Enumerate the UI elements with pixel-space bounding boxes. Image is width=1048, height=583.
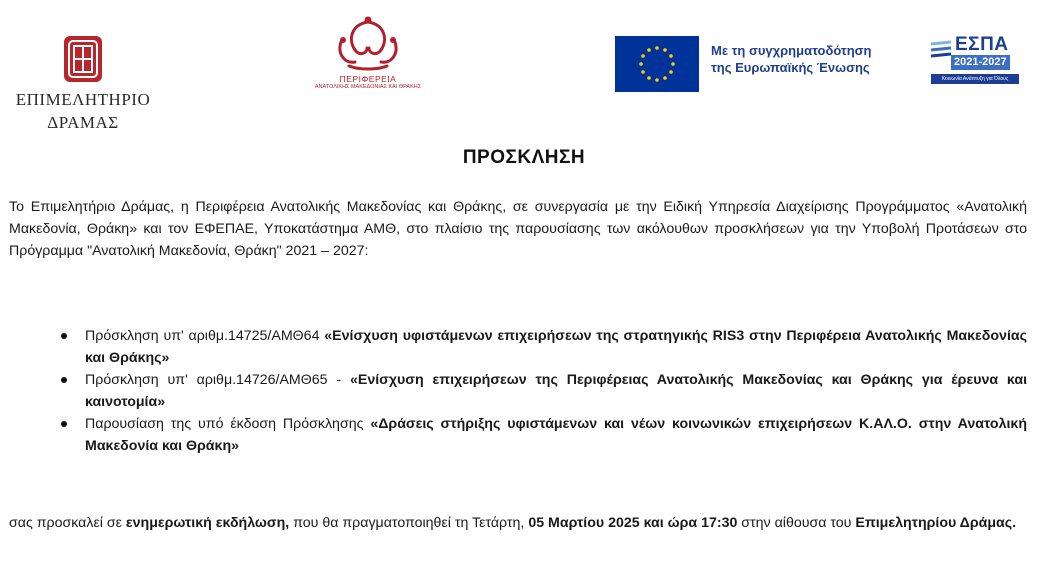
bullet-icon — [61, 377, 67, 383]
bullet-text: Παρουσίαση της υπό έκδοση Πρόσκλησης — [85, 416, 371, 432]
logo-header — [0, 0, 1048, 135]
espa-tagline: Κοινωνία Ανάπτυξη για Όλους — [931, 74, 1019, 84]
event-datetime: 05 Μαρτίου 2025 και ώρα 17:30 — [528, 515, 738, 531]
bullet-text: Πρόσκληση υπ' αριθμ.14725/ΑΜΘ64 — [85, 328, 325, 344]
eu-text-line1: Με τη συγχρηματοδότηση — [711, 43, 872, 58]
espa-word: ΕΣΠΑ — [955, 34, 1009, 55]
espa-logo-icon — [929, 38, 953, 62]
closing-paragraph — [9, 512, 1027, 534]
bullet-icon — [61, 333, 67, 339]
chamber-crest-icon — [54, 34, 112, 86]
list-item — [60, 369, 1027, 413]
bullet-title: «Ενίσχυση επιχειρήσεων της Περιφέρειας Ανατολικής Μακεδονίας και Θράκης για έρευνα και καινοτομία» — [85, 372, 1028, 410]
region-logo — [283, 14, 453, 91]
chamber-logo — [8, 34, 158, 132]
event-type: ενημερωτική εκδήλωση, — [125, 515, 290, 531]
bullet-title: «Δράσεις στήριξης υφιστάμενων και νέων κοινωνικών επιχειρήσεων Κ.ΑΛ.Ο. στην Ανατολική Μακεδονία και Θράκη» — [85, 416, 1028, 454]
list-item — [60, 325, 1027, 369]
eu-flag-icon — [615, 36, 699, 92]
espa-years: 2021-2027 — [951, 55, 1010, 70]
region-ornament-icon — [323, 14, 413, 74]
eu-cofunding-text — [711, 42, 923, 76]
intro-paragraph: Το Επιμελητήριο Δράμας, η Περιφέρεια Ανατολικής Μακεδονίας και Θράκης, σε συνεργασία με την Ειδική Υπηρεσία Διαχείρισης Προγράμματος «Ανατολική Μακεδονία, Θράκη» και τον ΕΦΕΠΑΕ, Υποκατάστημα ΑΜΘ, στο πλαίσιο της παρουσίασης των ακόλουθων προσκλήσεων για την Υποβολή Προτάσεων στο Πρόγραμμα "Ανατολική Μακεδονία, Θράκη" 2021 – 2027: — [9, 199, 1027, 259]
list-item — [60, 413, 1027, 457]
espa-logo — [929, 34, 1021, 94]
closing-text-2: που θα πραγματοποιηθεί τη Τετάρτη, — [289, 515, 529, 531]
bullet-title: «Ενίσχυση υφιστάμενων επιχειρήσεων της στρατηγικής RIS3 στην Περιφέρεια Ανατολικής Μακεδονίας και Θράκης» — [85, 328, 1027, 366]
chamber-name-line2: ΔΡΑΜΑΣ — [47, 113, 119, 132]
region-name: ΠΕΡΙΦΕΡΕΙΑ — [339, 74, 397, 84]
closing-text-1: σας προσκαλεί σε — [9, 515, 126, 531]
document-title: ΠΡΟΣΚΛΗΣΗ — [462, 147, 586, 168]
eu-text-line2: της Ευρωπαϊκής Ένωσης — [711, 60, 870, 75]
event-venue: Επιμελητηρίου Δράμας. — [855, 515, 1017, 531]
closing-text-3: στην αίθουσα του — [737, 515, 856, 531]
invitations-list — [60, 325, 1027, 457]
region-subtitle: ΑΝΑΤΟΛΙΚΗΣ ΜΑΚΕΔΟΝΙΑΣ ΚΑΙ ΘΡΑΚΗΣ — [314, 84, 422, 90]
bullet-icon — [61, 421, 67, 427]
bullet-text: Πρόσκληση υπ' αριθμ.14726/ΑΜΘ65 - — [85, 372, 350, 388]
chamber-name-line1: ΕΠΙΜΕΛΗΤΗΡΙΟ — [15, 90, 151, 109]
